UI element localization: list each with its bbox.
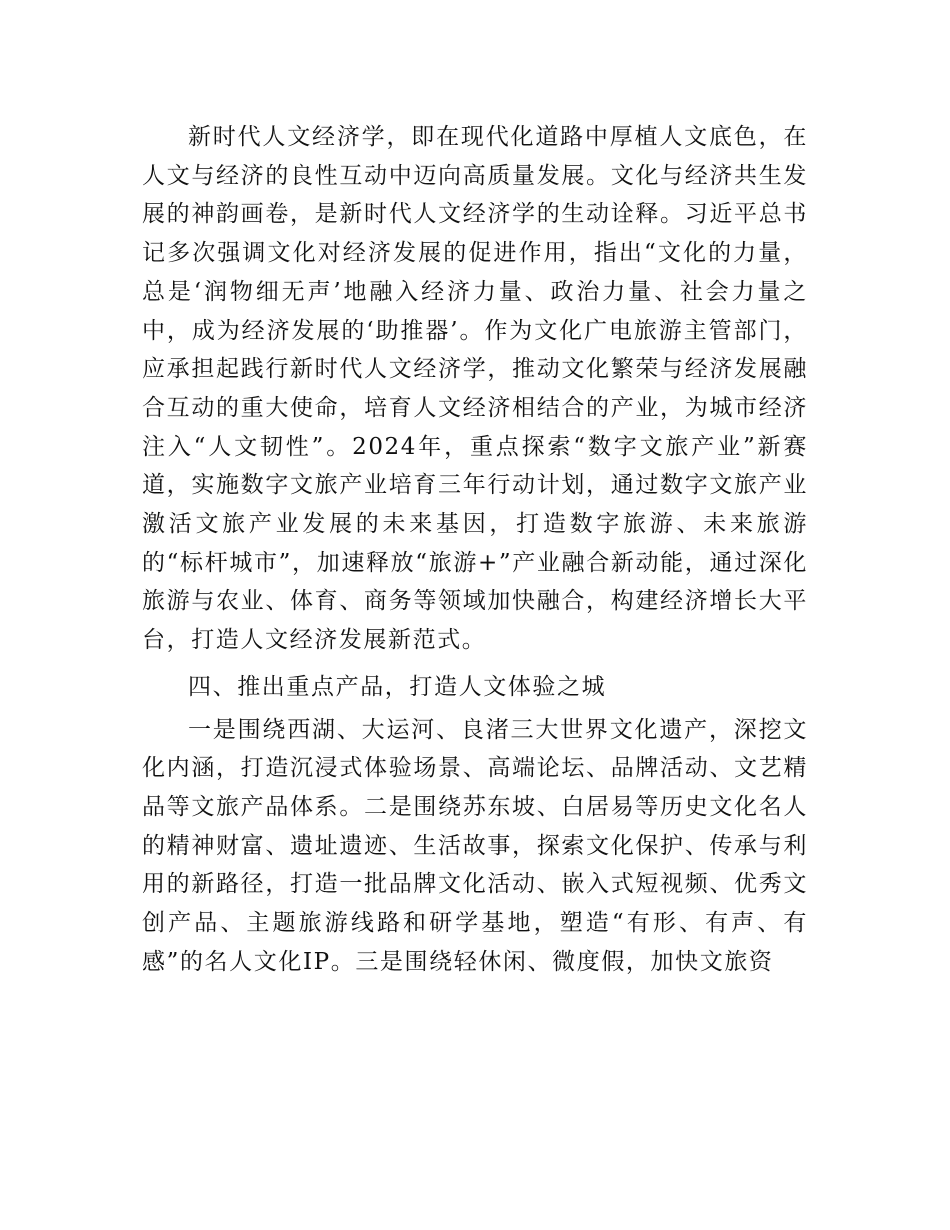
body-paragraph-humanistic-economics: 新时代人文经济学，即在现代化道路中厚植人文底色，在人文与经济的良性互动中迈向高质量发展。文化与经济共生发展的神韵画卷，是新时代人文经济学的生动诠释。习近平总书记多次强调文化对经济发展的促进作用，指出“文化的力量，总是‘润物细无声’地融入经济力量、政治力量、社会力量之中，成为经济发展的‘助推器’。作为文化广电旅游主管部门，应承担起践行新时代人文经济学，推动文化繁荣与经济发展融合互动的重大使命，培育人文经济相结合的产业，为城市经济注入“人文韧性”。2024年，重点探索“数字文旅产业”新赛道，实施数字文旅产业培育三年行动计划，通过数字文旅产业激活文旅产业发展的未来基因，打造数字旅游、未来旅游的“标杆城市”，加速释放“旅游+”产业融合新动能，通过深化旅游与农业、体育、商务等领域加快融合，构建经济增长大平台，打造人文经济发展新范式。 (142, 124, 808, 654)
section-heading-four: 四、推出重点产品，打造人文体验之城 (188, 673, 607, 700)
body-paragraph-key-products: 一是围绕西湖、大运河、良渚三大世界文化遗产，深挖文化内涵，打造沉浸式体验场景、高端论坛、品牌活动、文艺精品等文旅产品体系。二是围绕苏东坡、白居易等历史文化名人的精神财富、遗址遗迹、生活故事，探索文化保护、传承与利用的新路径，打造一批品牌文化活动、嵌入式短视频、优秀文创产品、主题旅游线路和研学基地，塑造“有形、有声、有感”的名人文化IP。三是围绕轻休闲、微度假，加快文旅资 (142, 716, 808, 975)
